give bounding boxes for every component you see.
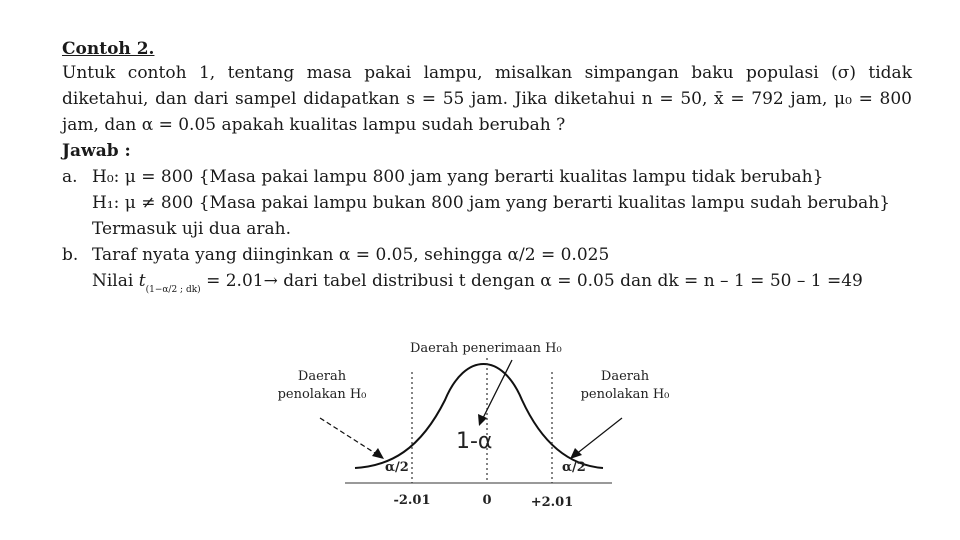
rejection-right-label-line2: penolakan H₀ xyxy=(580,387,670,402)
rejection-right-arrow-head xyxy=(570,448,582,459)
tick-label-center: 0 xyxy=(482,493,492,508)
alpha-half-right-label: α/2 xyxy=(562,460,586,475)
rejection-left-arrow xyxy=(320,418,378,455)
tick-label-right: +2.01 xyxy=(530,495,574,510)
confidence-label: 1-α xyxy=(456,429,493,454)
tick-label-left: -2.01 xyxy=(393,493,431,508)
rejection-left-label-line1: Daerah xyxy=(297,369,347,384)
item-b-label: b. xyxy=(62,245,79,265)
item-a-h0 xyxy=(62,164,912,190)
significance-level-text: Taraf nyata yang diinginkan α = 0.05, sehingga α/2 = 0.025 xyxy=(92,245,610,265)
h1-statement: H₁: μ ≠ 800 {Masa pakai lampu bukan 800 jam yang berarti kualitas lampu sudah berubah} xyxy=(92,193,891,213)
item-b-line1 xyxy=(62,242,912,268)
rejection-right-label-line1: Daerah xyxy=(600,369,650,384)
t-distribution-diagram xyxy=(270,330,690,530)
t-subscript: (1−α/2 ; dk) xyxy=(145,285,201,295)
acceptance-region-label: Daerah penerimaan H₀ xyxy=(410,341,562,356)
alpha-half-left-label: α/2 xyxy=(385,460,409,475)
t-value-prefix: Nilai xyxy=(92,271,134,291)
answer-heading: Jawab : xyxy=(62,141,131,161)
question-paragraph: Untuk contoh 1, tentang masa pakai lampu, misalkan simpangan baku populasi (σ) tidak diketahui, dan dari sampel didapatkan s = 55 jam. Jika diketahui n = 50, x̄ = 792 jam, μ₀ = 800 jam, dan α = 0.05 apakah kualitas lampu sudah berubah ? xyxy=(62,63,912,135)
example-title: Contoh 2. xyxy=(62,39,155,59)
item-a-label: a. xyxy=(62,167,78,187)
t-value-rest: = 2.01→ dari tabel distribusi t dengan α = 0.05 dan dk = n – 1 = 50 – 1 =49 xyxy=(206,271,863,291)
t-symbol: t xyxy=(138,271,146,291)
t-value-line xyxy=(62,268,912,295)
rejection-left-arrow-head xyxy=(372,448,384,459)
acceptance-arrow-head xyxy=(478,414,487,426)
h0-statement: H₀: μ = 800 {Masa pakai lampu 800 jam yang berarti kualitas lampu tidak berubah} xyxy=(92,167,824,187)
document-body xyxy=(62,36,912,295)
two-tailed-note: Termasuk uji dua arah. xyxy=(92,219,292,239)
rejection-right-arrow xyxy=(575,418,622,455)
rejection-left-label-line2: penolakan H₀ xyxy=(277,387,367,402)
t-distribution-figure xyxy=(270,330,690,530)
